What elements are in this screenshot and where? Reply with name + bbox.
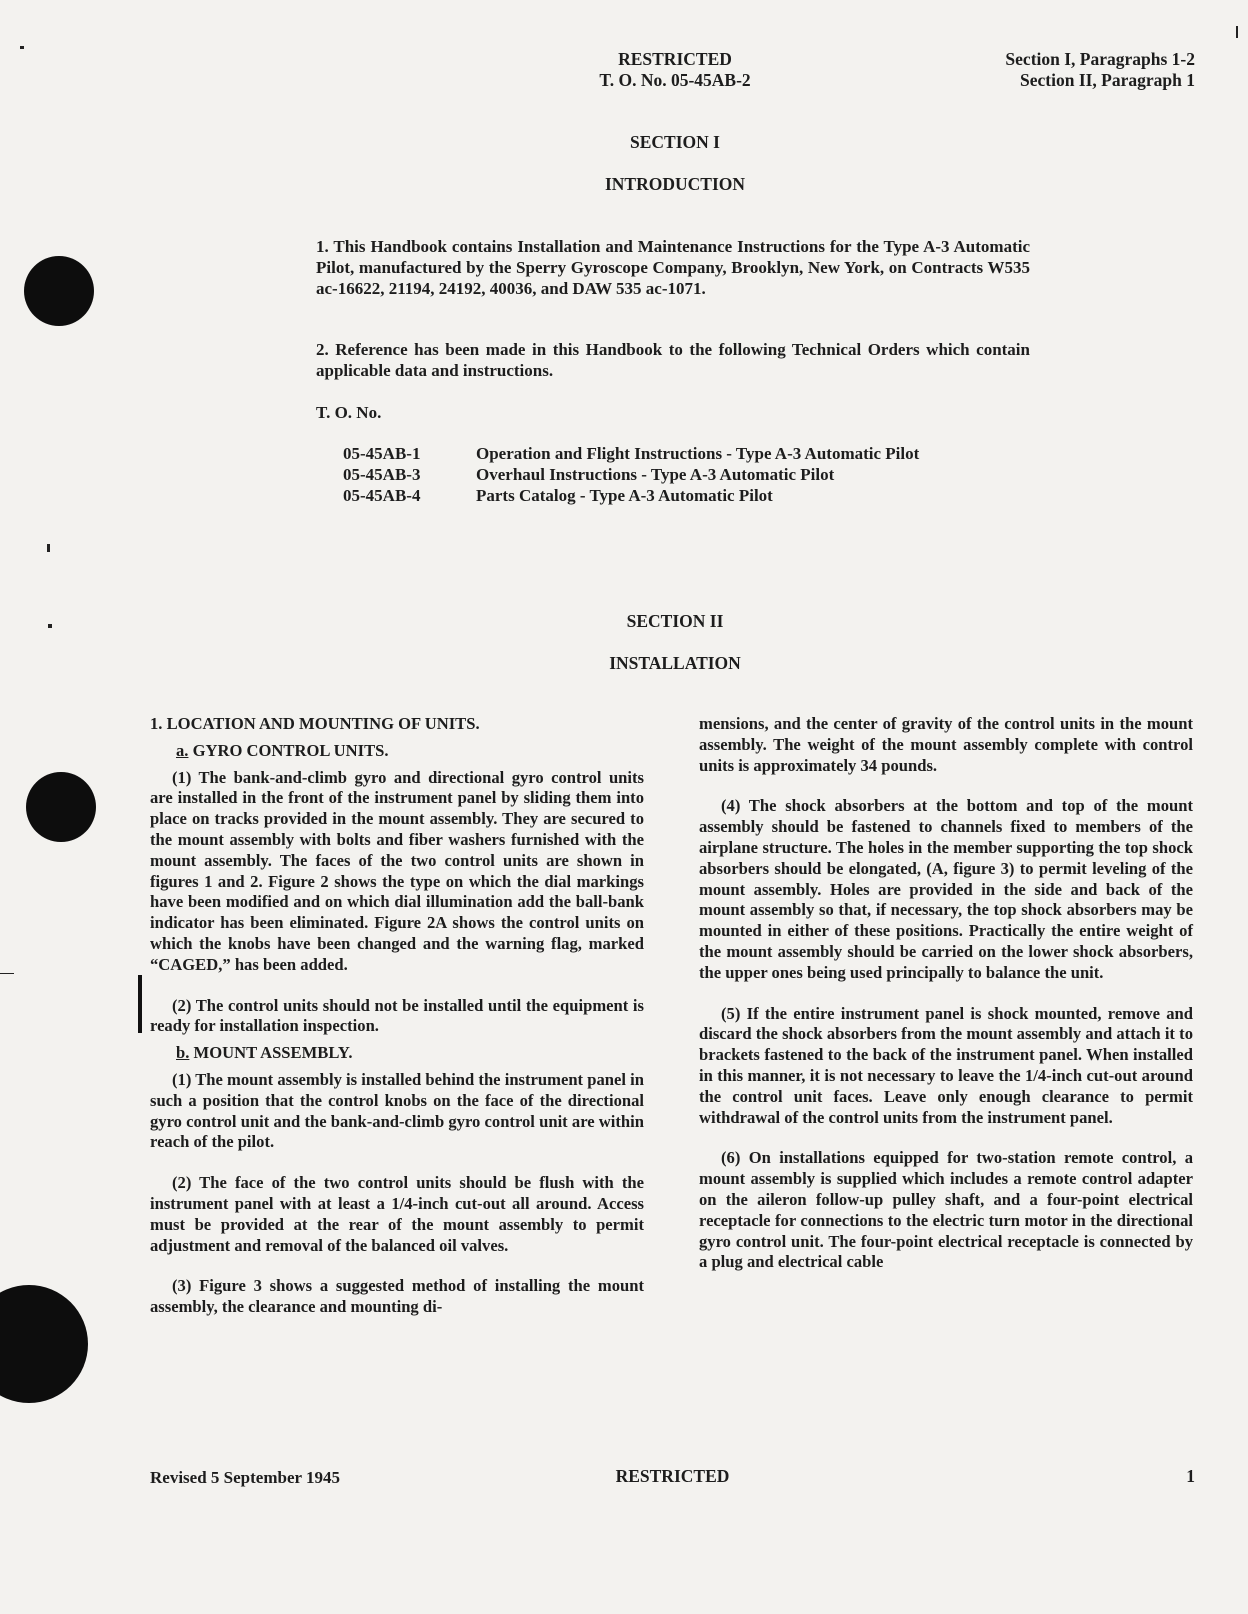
paragraph-5: (5) If the entire instrument panel is shock mounted, remove and discard the shock absorbers from the mount assembly and attach it to brackets fastened to the back of the instrument panel. When installed in this manner, it is not necessary to leave the 1/4-inch cut-out around the control unit faces. Leave only enough clearance to permit withdrawal of the control units from the instrument panel.: [699, 1003, 1193, 1127]
subheading-a-text: GYRO CONTROL UNITS.: [192, 740, 389, 760]
paragraph-b2: (2) The face of the two control units should be flush with the instrument panel with at least a 1/4-inch cut-out all around. Access must be provided at the rear of the mount assembly to permit adjustment and removal of the balanced oil valves.: [150, 1173, 644, 1255]
paragraph-a2: (2) The control units should not be installed until the equipment is ready for installation inspection.: [150, 995, 644, 1036]
punch-hole-top: [24, 256, 94, 326]
revision-bar: [138, 975, 142, 1033]
paragraph-continued: mensions, and the center of gravity of the control units in the mount assembly. The weight of the mount assembly complete with control units is approximately 34 pounds.: [699, 714, 1193, 775]
to-title: Parts Catalog - Type A-3 Automatic Pilot: [476, 486, 773, 505]
paragraph-4: (4) The shock absorbers at the bottom and top of the mount assembly should be fastened to channels fixed to members of the airplane structure. The holes in the member supporting the top shock absorbers should be elongated, (A, figure 3) to permit leveling of the mount assembly. Holes are provided in the side and back of the mount assembly so that, if necessary, the top shock absorbers may be mounted in either of these positions. Practically the entire weight of the mount assembly should be carried on the lower shock absorbers, the upper ones being used principally to balance the unit.: [699, 796, 1193, 982]
punch-hole-bottom: [0, 1285, 88, 1403]
to-title: Operation and Flight Instructions - Type A-3 Automatic Pilot: [476, 444, 920, 463]
footer-revision-date: Revised 5 September 1945: [150, 1468, 340, 1487]
section-1-title: INTRODUCTION: [604, 174, 746, 194]
header-to-number: T. O. No. 05-45AB-2: [599, 70, 751, 90]
punch-hole-middle: [26, 772, 96, 842]
scan-speck: [1236, 26, 1238, 38]
header-classification: RESTRICTED: [618, 49, 732, 69]
page-header-right: [1005, 49, 1195, 91]
intro-paragraph-1: 1. This Handbook contains Installation and Maintenance Instructions for the Type A-3 Automatic Pilot, manufactured by the Sperry Gyroscope Company, Brooklyn, New York, on Contracts W535 ac-16622, 21194, 24192, 40036, and DAW 535 ac-1071.: [316, 237, 1030, 298]
section-2-heading: SECTION II: [626, 611, 724, 631]
to-title: Overhaul Instructions - Type A-3 Automatic Pilot: [476, 465, 835, 484]
subheading-a-letter: a.: [176, 740, 189, 760]
scan-speck: [47, 544, 50, 552]
paragraph-b3: (3) Figure 3 shows a suggested method of installing the mount assembly, the clearance and mounting di-: [150, 1276, 644, 1317]
subheading-b: [150, 1043, 644, 1064]
left-column: [150, 714, 644, 1318]
header-section-ref-2: Section II, Paragraph 1: [1020, 70, 1195, 90]
subheading-b-text: MOUNT ASSEMBLY.: [193, 1043, 353, 1063]
subheading-b-letter: b.: [176, 1043, 190, 1063]
paragraph-6: (6) On installations equipped for two-station remote control, a mount assembly is supplied which includes a remote control adapter on the aileron follow-up pulley shaft, and a four-point electrical receptacle for connections to the electric turn motor in the directional gyro control unit. The four-point electrical receptacle is connected by a plug and electrical cable: [699, 1148, 1193, 1272]
paragraph-a1: (1) The bank-and-climb gyro and directional gyro control units are installed in the front of the instrument panel by sliding them into place on tracks provided in the mount assembly. They are secured to the mount assembly with bolts and fiber washers furnished with the mount assembly. The faces of the two control units are shown in figures 1 and 2. Figure 2 shows the type on which the dial markings have been modified and on which dial illumination add the ball-bank indicator has been eliminated. Figure 2A shows the control units on which the knobs have been changed and the warning flag, marked “CAGED,” has been added.: [150, 767, 644, 974]
to-number: 05-45AB-3: [343, 465, 421, 484]
page-header-center: [520, 49, 830, 91]
to-list-label: T. O. No.: [316, 403, 382, 422]
scan-speck: [20, 46, 24, 49]
section-2-title: INSTALLATION: [609, 653, 741, 673]
header-section-ref-1: Section I, Paragraphs 1-2: [1005, 49, 1195, 69]
to-number: 05-45AB-4: [343, 486, 421, 505]
intro-paragraph-2: 2. Reference has been made in this Handbook to the following Technical Orders which contain applicable data and instructions.: [316, 340, 1030, 380]
scan-speck: [0, 973, 14, 974]
paragraph-1-heading: 1. LOCATION AND MOUNTING OF UNITS.: [150, 714, 480, 733]
section-1-heading: SECTION I: [630, 132, 720, 152]
paragraph-b1: (1) The mount assembly is installed behind the instrument panel in such a position that the control knobs on the face of the directional gyro control unit and the bank-and-climb gyro control unit are within reach of the pilot.: [150, 1069, 644, 1152]
footer-classification: RESTRICTED: [615, 1466, 730, 1486]
page-number: 1: [1186, 1466, 1195, 1486]
to-number: 05-45AB-1: [343, 444, 421, 463]
right-column: [699, 714, 1193, 1273]
subheading-a: [150, 741, 644, 762]
scan-speck: [48, 624, 52, 628]
